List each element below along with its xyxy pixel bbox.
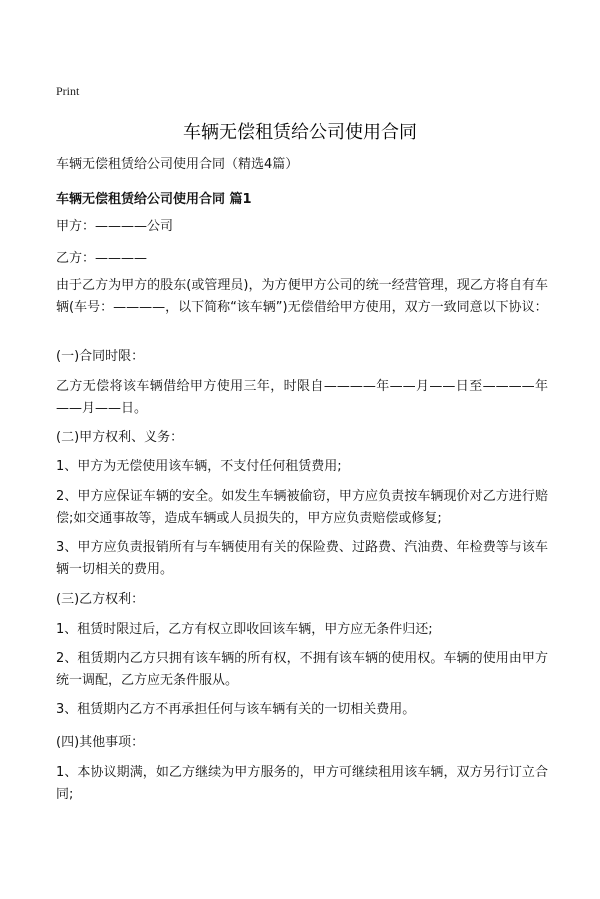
party-a-line: 甲方：————公司 — [56, 219, 174, 234]
print-label: Print — [56, 84, 80, 98]
sec2-title: (二)甲方权利、义务： — [56, 430, 184, 445]
sec1-title: (一)合同时限： — [56, 349, 145, 364]
document-title: 车辆无偿租赁给公司使用合同 — [183, 122, 417, 143]
sec1-paragraph: 乙方无偿将该车辆借给甲方使用三年，时限自————年——月——日至————年——月——日。 — [56, 379, 548, 416]
sec2-item-3: 3、甲方应负责报销所有与车辆使用有关的保险费、过路费、汽油费、年检费等与该车辆一切相关的费用。 — [56, 540, 548, 577]
sec3-title: (三)乙方权利： — [56, 592, 145, 607]
sec3-item-2: 2、租赁期内乙方只拥有该车辆的所有权，不拥有该车辆的使用权。车辆的使用由甲方统一调配，乙方应无条件服从。 — [56, 651, 548, 688]
party-b-line: 乙方：———— — [56, 251, 148, 266]
document-subtitle: 车辆无偿租赁给公司使用合同（精选4篇） — [56, 157, 299, 172]
sec2-item-2: 2、甲方应保证车辆的安全。如发生车辆被偷窃，甲方应负责按车辆现价对乙方进行赔偿;如交通事故等，造成车辆或人员损失的，甲方应负责赔偿或修复; — [56, 489, 548, 526]
sec3-item-1: 1、租赁时限过后，乙方有权立即收回该车辆，甲方应无条件归还; — [56, 622, 433, 637]
sec4-item-1: 1、本协议期满，如乙方继续为甲方服务的，甲方可继续租用该车辆，双方另行订立合同; — [56, 765, 548, 802]
section-heading: 车辆无偿租赁给公司使用合同 篇1 — [56, 192, 252, 207]
sec2-item-1: 1、甲方为无偿使用该车辆，不支付任何租赁费用; — [56, 459, 342, 474]
sec3-item-3: 3、租赁期内乙方不再承担任何与该车辆有关的一切相关费用。 — [56, 702, 416, 717]
intro-paragraph: 由于乙方为甲方的股东(或管理员)，为方便甲方公司的统一经营管理，现乙方将自有车辆(车号：————，以下简称“该车辆”)无偿借给甲方使用，双方一致同意以下协议： — [56, 278, 548, 315]
sec4-title: (四)其他事项： — [56, 735, 145, 750]
